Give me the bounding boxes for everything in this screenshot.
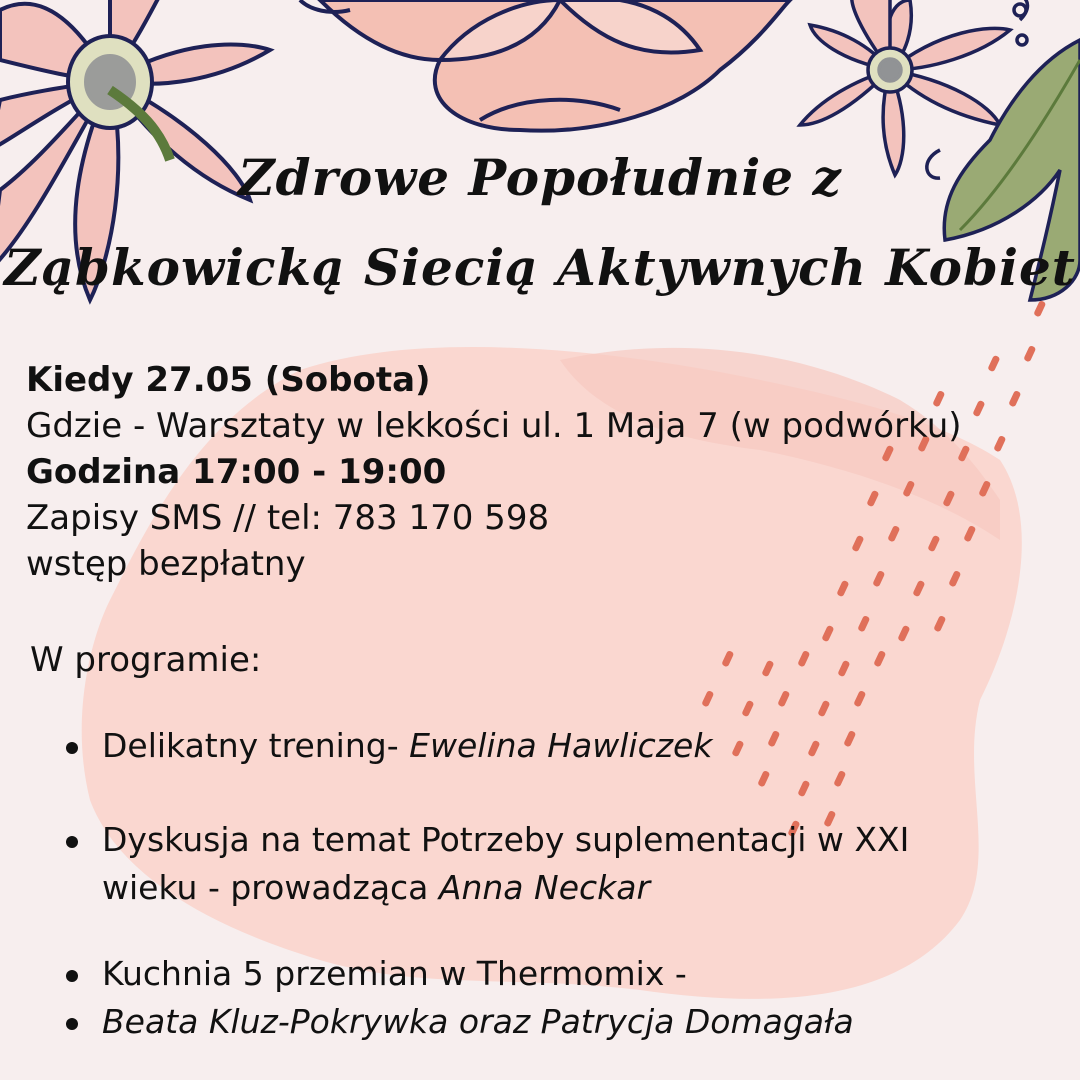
orange-dash	[1023, 345, 1036, 362]
program-list	[62, 722, 712, 770]
orange-dash	[1008, 390, 1021, 407]
program-item-3: Kuchnia 5 przemian w Thermomix -	[62, 950, 854, 998]
event-title-line-1: Zdrowe Popołudnie z	[238, 148, 842, 207]
orange-dash	[1033, 300, 1046, 317]
orange-dash	[993, 435, 1006, 452]
program-item-2: Dyskusja na temat Potrzeby suplementacji w XXI wieku - prowadząca Anna Neckar	[62, 816, 909, 912]
event-entry: wstęp bezpłatny	[26, 544, 306, 584]
program-list-2	[62, 816, 909, 912]
event-date: Kiedy 27.05 (Sobota)	[26, 360, 431, 400]
event-location: Gdzie - Warsztaty w lekkości ul. 1 Maja 7 (w podwórku)	[26, 406, 962, 446]
event-title-line-2: Ząbkowicką Siecią Aktywnych Kobiet	[4, 238, 1076, 297]
program-item-1: Delikatny trening- Ewelina Hawliczek	[62, 722, 712, 770]
program-item-4: Beata Kluz-Pokrywka oraz Patrycja Domagała	[62, 998, 854, 1046]
orange-dash	[972, 400, 985, 417]
orange-dash	[987, 355, 1000, 372]
event-time: Godzina 17:00 - 19:00	[26, 452, 447, 492]
event-signup: Zapisy SMS // tel: 783 170 598	[26, 498, 550, 538]
program-heading: W programie:	[30, 640, 262, 680]
program-list-3	[62, 950, 854, 1046]
flower-top-center-icon	[300, 0, 790, 131]
